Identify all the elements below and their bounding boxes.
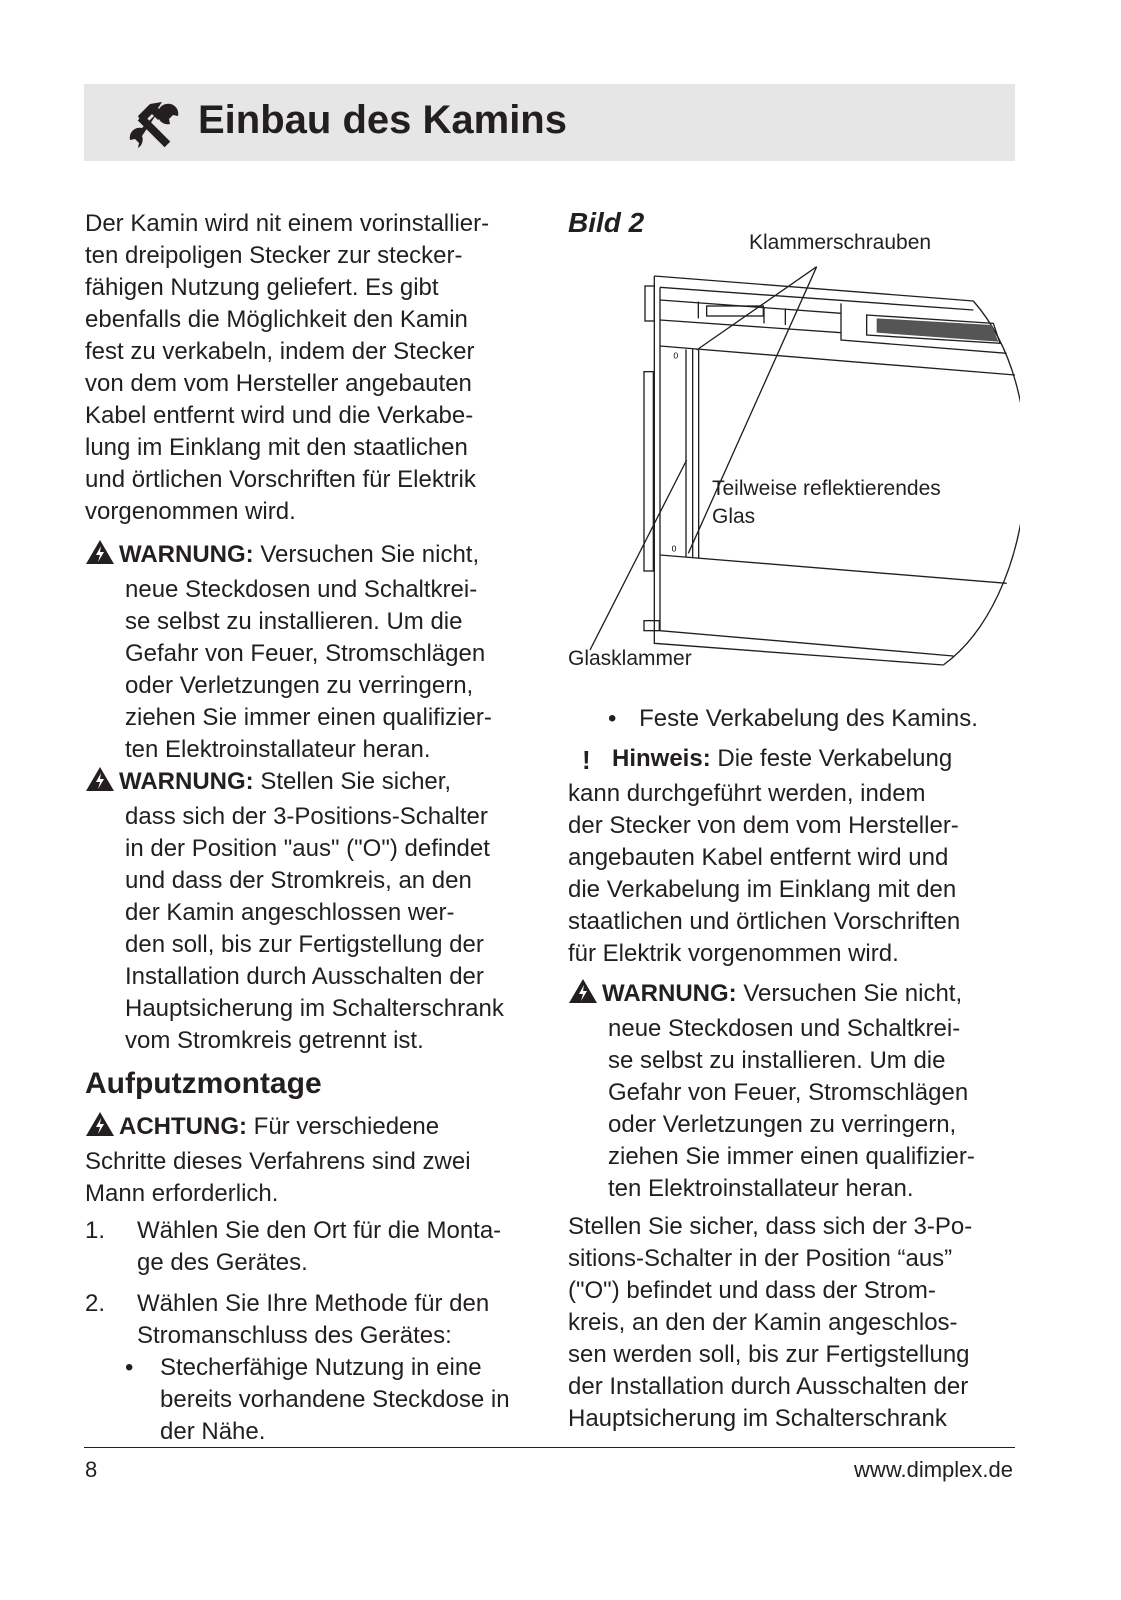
- switch-paragraph: [568, 1211, 972, 1435]
- text-line: [125, 734, 492, 766]
- warning-text: neue Steckdosen und Schaltkrei-: [125, 576, 478, 603]
- warning-text: Stellen Sie sicher,: [253, 768, 452, 795]
- text-line: sitions-Schalter in der Position “aus”: [568, 1245, 953, 1272]
- text-line: [568, 743, 960, 778]
- text-line: [125, 961, 504, 993]
- text-line: ("O") befindet und dass der Strom-: [568, 1277, 936, 1304]
- text-line: [125, 833, 504, 865]
- warning-text: dass sich der 3-Positions-Schalter: [125, 803, 488, 830]
- text-line: Stecherfähige Nutzung in eine: [160, 1354, 482, 1381]
- text-line: [85, 539, 492, 574]
- text-line: der Installation durch Ausschalten der: [568, 1373, 969, 1400]
- svg-text:0: 0: [673, 350, 679, 361]
- figure-title: Bild 2: [568, 207, 645, 238]
- website-link[interactable]: www.dimplex.de: [854, 1457, 1013, 1482]
- warning-label: WARNUNG:: [119, 768, 254, 795]
- svg-text:0: 0: [671, 543, 677, 554]
- warning-icon: [85, 539, 119, 574]
- page-number: 8: [85, 1457, 98, 1482]
- warning-icon: [85, 1111, 119, 1146]
- text-line: [608, 1109, 975, 1141]
- text-line: [608, 1077, 975, 1109]
- text-line: Der Kamin wird nit einem vorinstallier-: [85, 210, 490, 237]
- sub-bullet: [125, 1352, 510, 1448]
- text-line: [608, 1045, 975, 1077]
- warning-3: [568, 978, 975, 1205]
- text-line: [125, 801, 504, 833]
- warning-label: WARNUNG:: [119, 541, 254, 568]
- text-line: Kabel entfernt wird und die Verkabe-: [85, 402, 474, 429]
- text-line: [125, 638, 492, 670]
- text-line: [125, 702, 492, 734]
- fireplace-diagram: [560, 200, 1020, 670]
- text-line: [85, 1111, 471, 1146]
- warning-text: der Kamin angeschlossen wer-: [125, 899, 455, 926]
- step-number: 2.: [85, 1290, 106, 1317]
- bullet: •: [608, 705, 617, 732]
- warning-text: vom Stromkreis getrennt ist.: [125, 1027, 424, 1054]
- text-line: Stromanschluss des Gerätes:: [137, 1322, 452, 1349]
- text-line: [125, 929, 504, 961]
- section-header: [84, 84, 1015, 161]
- text-line: [85, 766, 504, 801]
- label-clamp-screws: Klammerschrauben: [749, 231, 932, 254]
- text-line: Glas: [712, 505, 756, 528]
- text-line: [568, 938, 960, 970]
- text-line: fest zu verkabeln, indem der Stecker: [85, 338, 475, 365]
- warning-text: staatlichen und örtlichen Vorschriften: [568, 908, 961, 935]
- text-line: vorgenommen wird.: [85, 498, 296, 525]
- step-1: [85, 1215, 501, 1279]
- text-line: lung im Einklang mit den staatlichen: [85, 434, 468, 461]
- text-line: Wählen Sie Ihre Methode für den: [137, 1290, 490, 1317]
- text-line: ge des Gerätes.: [137, 1249, 308, 1276]
- text-line: Wählen Sie den Ort für die Monta-: [137, 1217, 502, 1244]
- warning-text: Versuchen Sie nicht,: [736, 980, 963, 1007]
- warning-icon: [85, 766, 119, 801]
- text-line: [125, 1025, 504, 1057]
- text-line: Hauptsicherung im Schalterschrank: [568, 1405, 947, 1432]
- warning-text: den soll, bis zur Fertigstellung der: [125, 931, 484, 958]
- tools-icon: [128, 98, 184, 148]
- text-line: fähigen Nutzung geliefert. Es gibt: [85, 274, 439, 301]
- warning-text: Die feste Verkabelung: [710, 745, 953, 772]
- text-line: sen werden soll, bis zur Fertigstellung: [568, 1341, 970, 1368]
- text-line: ten dreipoligen Stecker zur stecker-: [85, 242, 463, 269]
- step-text: [85, 1215, 501, 1279]
- bullet-text: Feste Verkabelung des Kamins.: [639, 705, 978, 732]
- warning-label: Hinweis:: [612, 745, 711, 772]
- text-line: ebenfalls die Möglichkeit den Kamin: [85, 306, 468, 333]
- warning-text: die Verkabelung im Einklang mit den: [568, 876, 957, 903]
- text-line: [568, 842, 960, 874]
- text-line: [85, 1178, 471, 1210]
- caution-note: [85, 1111, 471, 1210]
- warning-icon: [568, 978, 602, 1013]
- text-line: [608, 1141, 975, 1173]
- warning-text: kann durchgeführt werden, indem: [568, 780, 926, 807]
- text-line: [568, 778, 960, 810]
- text-line: [608, 1013, 975, 1045]
- warning-text: Schritte dieses Verfahrens sind zwei: [85, 1148, 471, 1175]
- warning-2: [85, 766, 504, 1057]
- warning-text: Versuchen Sie nicht,: [253, 541, 480, 568]
- step-number: 1.: [85, 1217, 106, 1244]
- label-glass: [712, 475, 941, 531]
- warning-text: für Elektrik vorgenommen wird.: [568, 940, 899, 967]
- warning-text: neue Steckdosen und Schaltkrei-: [608, 1015, 961, 1042]
- warning-text: Mann erforderlich.: [85, 1180, 279, 1207]
- exclamation-icon: !: [582, 745, 591, 775]
- warning-label: WARNUNG:: [602, 980, 737, 1007]
- text-line: der Nähe.: [160, 1418, 266, 1445]
- text-line: [125, 993, 504, 1025]
- label-glass-clamp: Glasklammer: [568, 647, 692, 670]
- warning-text: se selbst zu installieren. Um die: [608, 1047, 946, 1074]
- warning-text: angebauten Kabel entfernt wird und: [568, 844, 949, 871]
- warning-text: ten Elektroinstallateur heran.: [125, 736, 431, 763]
- step-text: [85, 1288, 489, 1352]
- text-line: Teilweise reflektierendes: [712, 477, 941, 500]
- text-line: [125, 606, 492, 638]
- bullet-text: [125, 1352, 510, 1448]
- hint-note: [568, 743, 960, 970]
- text-line: und örtlichen Vorschriften für Elektrik: [85, 466, 476, 493]
- section-heading: Aufputzmontage: [85, 1067, 322, 1100]
- bullet-hardwire: [608, 703, 978, 735]
- warning-text: und dass der Stromkreis, an den: [125, 867, 472, 894]
- warning-text: der Stecker von dem vom Hersteller-: [568, 812, 959, 839]
- page-title: Einbau des Kamins: [198, 98, 567, 142]
- text-line: [568, 810, 960, 842]
- step-2: [85, 1288, 489, 1352]
- warning-1: [85, 539, 492, 766]
- text-line: [568, 874, 960, 906]
- warning-text: se selbst zu installieren. Um die: [125, 608, 463, 635]
- warning-text: Gefahr von Feuer, Stromschlägen: [608, 1079, 969, 1106]
- warning-label: ACHTUNG:: [119, 1113, 247, 1140]
- footer-divider: [84, 1447, 1015, 1448]
- text-line: [568, 906, 960, 938]
- text-line: [125, 865, 504, 897]
- warning-text: Gefahr von Feuer, Stromschlägen: [125, 640, 486, 667]
- text-line: [125, 670, 492, 702]
- warning-text: Hauptsicherung im Schalterschrank: [125, 995, 504, 1022]
- text-line: kreis, an den der Kamin angeschlos-: [568, 1309, 958, 1336]
- warning-text: Installation durch Ausschalten der: [125, 963, 484, 990]
- text-line: [125, 897, 504, 929]
- text-line: Stellen Sie sicher, dass sich der 3-Po-: [568, 1213, 973, 1240]
- text-line: [85, 1146, 471, 1178]
- warning-text: ziehen Sie immer einen qualifizier-: [608, 1143, 975, 1170]
- bullet: •: [125, 1354, 134, 1381]
- warning-text: Für verschiedene: [246, 1113, 440, 1140]
- text-line: [125, 574, 492, 606]
- warning-text: oder Verletzungen zu verringern,: [608, 1111, 957, 1138]
- warning-text: in der Position "aus" ("O") defindet: [125, 835, 490, 862]
- warning-text: oder Verletzungen zu verringern,: [125, 672, 474, 699]
- intro-paragraph: [85, 208, 489, 528]
- text-line: von dem vom Hersteller angebauten: [85, 370, 472, 397]
- text-line: [608, 1173, 975, 1205]
- warning-text: ten Elektroinstallateur heran.: [608, 1175, 914, 1202]
- text-line: [568, 978, 975, 1013]
- text-line: bereits vorhandene Steckdose in: [160, 1386, 510, 1413]
- warning-text: ziehen Sie immer einen qualifizier-: [125, 704, 492, 731]
